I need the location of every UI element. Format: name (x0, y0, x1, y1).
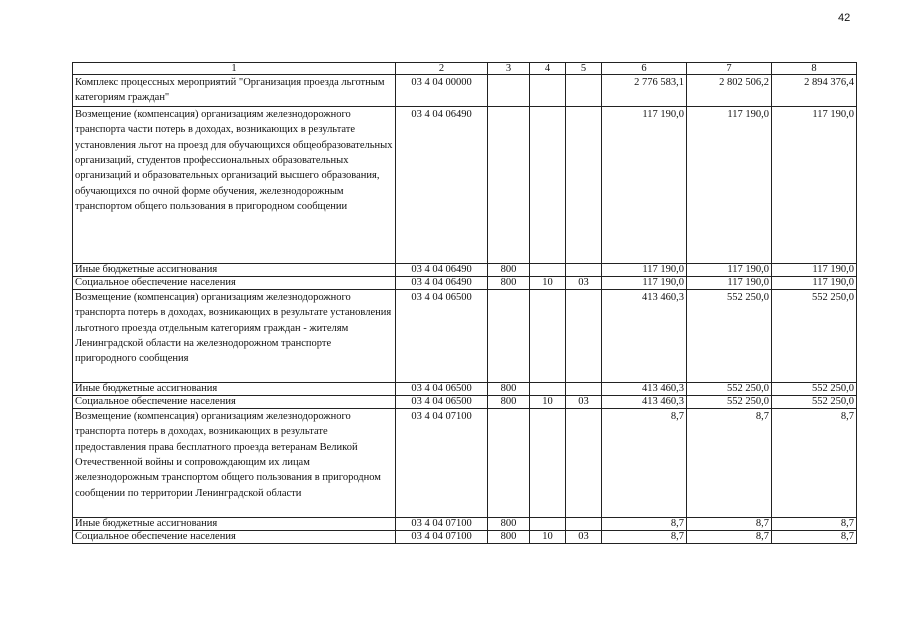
header-col-7: 7 (687, 63, 772, 75)
table-row (73, 263, 857, 276)
row-code: 03 4 04 06490 (396, 263, 488, 276)
row-col-3 (488, 289, 530, 382)
row-description: Комплекс процессных мероприятий "Организация проезда льготным категориям граждан" (73, 75, 396, 107)
row-value-6: 2 776 583,1 (602, 75, 687, 107)
row-col-5 (566, 263, 602, 276)
table-row (73, 382, 857, 395)
row-col-3: 800 (488, 395, 530, 408)
table-row (73, 530, 857, 543)
row-col-3: 800 (488, 263, 530, 276)
row-value-8: 8,7 (772, 517, 857, 530)
row-col-4: 10 (530, 276, 566, 289)
row-col-3: 800 (488, 276, 530, 289)
row-col-4 (530, 382, 566, 395)
row-value-6: 117 190,0 (602, 263, 687, 276)
row-code: 03 4 04 06490 (396, 276, 488, 289)
row-value-6: 413 460,3 (602, 382, 687, 395)
row-value-7: 8,7 (687, 408, 772, 517)
row-col-4 (530, 263, 566, 276)
table-row (73, 408, 857, 517)
header-col-5: 5 (566, 63, 602, 75)
row-description: Социальное обеспечение населения (73, 530, 396, 543)
row-col-3 (488, 106, 530, 263)
row-value-6: 8,7 (602, 530, 687, 543)
page-number: 42 (838, 12, 851, 24)
header-col-1: 1 (73, 63, 396, 75)
row-col-4 (530, 75, 566, 107)
row-col-3: 800 (488, 517, 530, 530)
row-value-7: 117 190,0 (687, 263, 772, 276)
row-col-5 (566, 517, 602, 530)
header-col-8: 8 (772, 63, 857, 75)
row-code: 03 4 04 07100 (396, 517, 488, 530)
row-value-7: 552 250,0 (687, 289, 772, 382)
row-col-5: 03 (566, 276, 602, 289)
row-col-4: 10 (530, 530, 566, 543)
row-value-7: 8,7 (687, 517, 772, 530)
row-description: Социальное обеспечение населения (73, 395, 396, 408)
row-col-3 (488, 408, 530, 517)
row-col-4 (530, 289, 566, 382)
row-value-7: 8,7 (687, 530, 772, 543)
row-value-8: 552 250,0 (772, 289, 857, 382)
budget-table (72, 62, 857, 544)
row-code: 03 4 04 06500 (396, 289, 488, 382)
row-col-5: 03 (566, 395, 602, 408)
row-col-5 (566, 289, 602, 382)
row-value-8: 8,7 (772, 408, 857, 517)
row-value-6: 8,7 (602, 408, 687, 517)
table-row (73, 517, 857, 530)
row-code: 03 4 04 00000 (396, 75, 488, 107)
row-value-8: 117 190,0 (772, 263, 857, 276)
row-description: Иные бюджетные ассигнования (73, 263, 396, 276)
row-description: Социальное обеспечение населения (73, 276, 396, 289)
row-value-7: 2 802 506,2 (687, 75, 772, 107)
row-value-7: 117 190,0 (687, 276, 772, 289)
row-col-4 (530, 408, 566, 517)
header-col-4: 4 (530, 63, 566, 75)
row-col-4 (530, 106, 566, 263)
row-description: Возмещение (компенсация) организациям железнодорожного транспорта части потерь в доходах, возникающих в результате установления льгот на проезд для обучающихся общеобразовательных организаций, студентов профессиональных образовательных организаций и образовательных организаций высшего образования, обучающихся по очной форме обучения, железнодорожным транспортом общего пользования в пригородном сообщении (73, 106, 396, 263)
table-row (73, 75, 857, 107)
row-value-6: 413 460,3 (602, 289, 687, 382)
row-col-5 (566, 382, 602, 395)
row-value-7: 117 190,0 (687, 106, 772, 263)
row-col-3: 800 (488, 382, 530, 395)
row-value-8: 2 894 376,4 (772, 75, 857, 107)
row-description: Возмещение (компенсация) организациям железнодорожного транспорта потерь в доходах, возникающих в результате предоставления права бесплатного проезда ветеранам Великой Отечественной войны и сопровождающим их лицам железнодорожным транспортом общего пользования в пригородном сообщении по территории Ленинградской области (73, 408, 396, 517)
row-code: 03 4 04 07100 (396, 530, 488, 543)
row-value-8: 117 190,0 (772, 106, 857, 263)
header-col-3: 3 (488, 63, 530, 75)
table-row (73, 106, 857, 263)
table-row (73, 395, 857, 408)
row-col-5 (566, 408, 602, 517)
row-col-4: 10 (530, 395, 566, 408)
row-code: 03 4 04 07100 (396, 408, 488, 517)
row-value-6: 117 190,0 (602, 276, 687, 289)
row-col-5: 03 (566, 530, 602, 543)
row-description: Возмещение (компенсация) организациям железнодорожного транспорта потерь в доходах, возникающих в результате установления льготного проезда отдельным категориям граждан - жителям Ленинградской области на железнодорожном транспорте пригородного сообщения (73, 289, 396, 382)
row-col-5 (566, 75, 602, 107)
row-description: Иные бюджетные ассигнования (73, 517, 396, 530)
row-code: 03 4 04 06500 (396, 395, 488, 408)
header-col-6: 6 (602, 63, 687, 75)
row-description: Иные бюджетные ассигнования (73, 382, 396, 395)
table-row (73, 289, 857, 382)
row-value-6: 8,7 (602, 517, 687, 530)
row-col-4 (530, 517, 566, 530)
header-col-2: 2 (396, 63, 488, 75)
row-value-8: 8,7 (772, 530, 857, 543)
row-value-8: 552 250,0 (772, 395, 857, 408)
row-value-7: 552 250,0 (687, 382, 772, 395)
row-col-3: 800 (488, 530, 530, 543)
row-col-5 (566, 106, 602, 263)
row-value-6: 413 460,3 (602, 395, 687, 408)
row-col-3 (488, 75, 530, 107)
row-value-8: 117 190,0 (772, 276, 857, 289)
table-row (73, 276, 857, 289)
row-value-6: 117 190,0 (602, 106, 687, 263)
header-row (73, 63, 857, 75)
row-code: 03 4 04 06500 (396, 382, 488, 395)
row-code: 03 4 04 06490 (396, 106, 488, 263)
row-value-8: 552 250,0 (772, 382, 857, 395)
row-value-7: 552 250,0 (687, 395, 772, 408)
